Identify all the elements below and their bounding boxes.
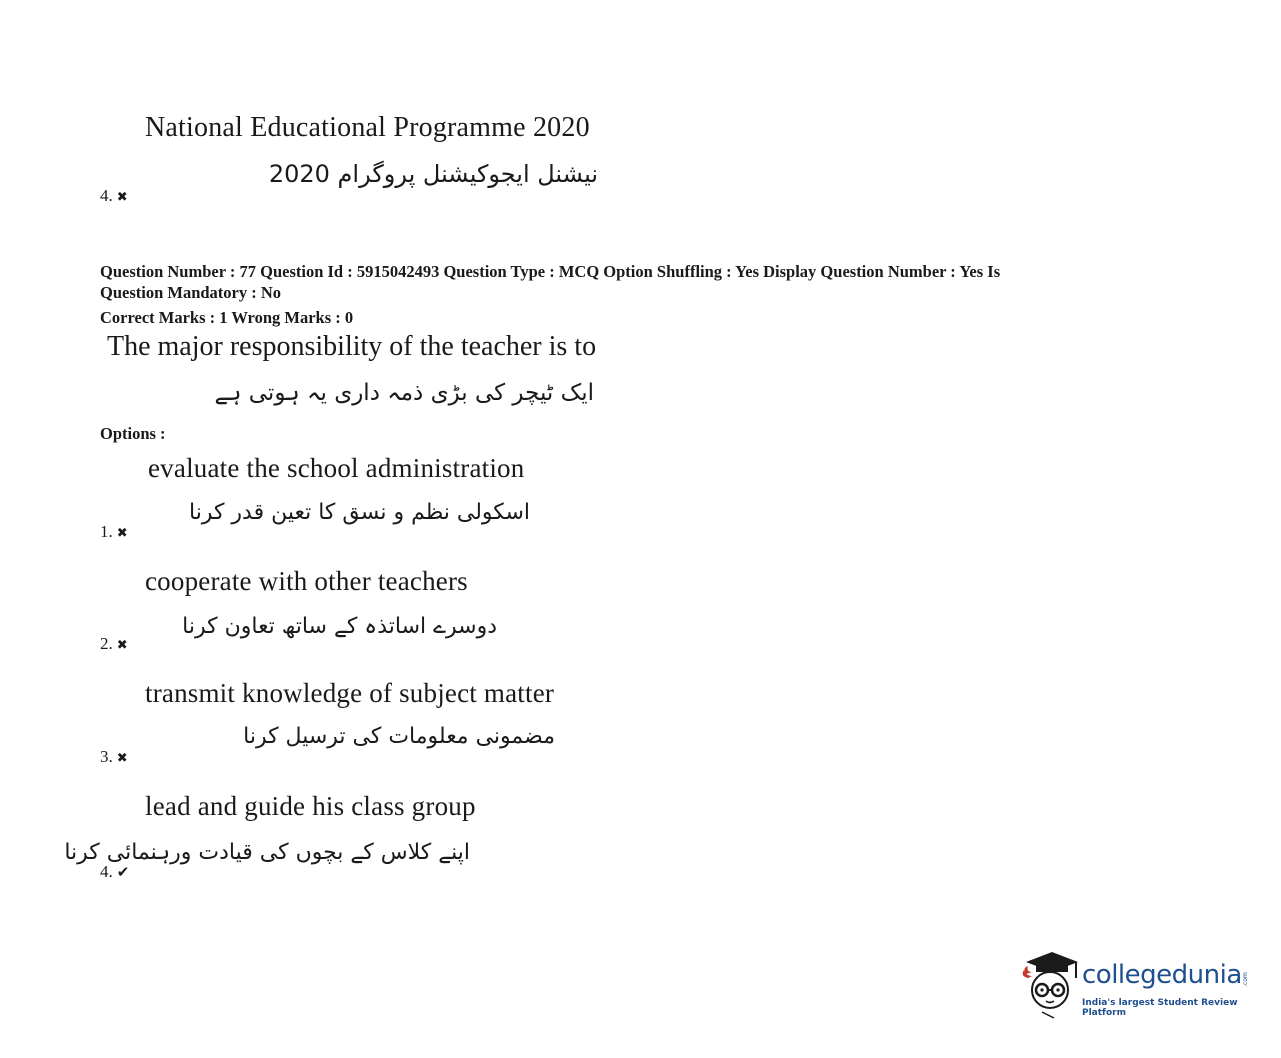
option-1-number: 1. <box>100 522 113 541</box>
cross-icon: ✖ <box>116 526 128 541</box>
options-label: Options : <box>100 424 166 443</box>
question-text-ur: ایک ٹیچر کی بڑی ذمہ داری یہ ہوتی ہے <box>214 380 594 406</box>
prev-option-number: 4. <box>100 186 113 205</box>
option-4-number: 4. <box>100 862 113 881</box>
check-icon: ✔ <box>116 863 130 881</box>
option-1-text-en: evaluate the school administration <box>148 453 525 483</box>
prev-option-number-row <box>100 186 128 206</box>
question-marks: Correct Marks : 1 Wrong Marks : 0 <box>100 308 354 327</box>
option-3-number: 3. <box>100 747 113 766</box>
logo-suffix: .com <box>1241 972 1249 987</box>
option-4-text-ur: اپنے کلاس کے بچوں کی قیادت ورہنمائی کرنا <box>64 840 470 865</box>
prev-option-text-en: National Educational Programme 2020 <box>145 112 590 143</box>
option-3-text-en: transmit knowledge of subject matter <box>145 678 555 708</box>
collegedunia-logo <box>1018 948 1258 1020</box>
option-4-number-row <box>100 862 129 882</box>
prev-option-text-ur: نیشنل ایجوکیشنل پروگرام 2020 <box>268 160 598 188</box>
student-mascot-icon <box>1018 948 1080 1020</box>
option-2-number-row <box>100 634 128 654</box>
question-meta-line2: Question Mandatory : No <box>100 283 282 302</box>
question-text-en: The major responsibility of the teacher is to <box>107 331 597 362</box>
option-1-text-ur: اسکولی نظم و نسق کا تعین قدر کرنا <box>188 500 530 525</box>
option-3-text-ur: مضمونی معلومات کی ترسیل کرنا <box>243 724 555 749</box>
cross-icon: ✖ <box>116 751 128 766</box>
cross-icon: ✖ <box>116 190 128 205</box>
logo-tagline: India's largest Student Review Platform <box>1082 998 1238 1018</box>
option-3-number-row <box>100 747 128 767</box>
option-2-text-ur: دوسرے اساتذہ کے ساتھ تعاون کرنا <box>182 614 497 639</box>
question-meta-line1: Question Number : 77 Question Id : 5915042493 Question Type : MCQ Option Shuffling : Yes Display Question Number : Yes Is <box>100 262 1001 281</box>
option-1-number-row <box>100 522 128 542</box>
option-2-number: 2. <box>100 634 113 653</box>
option-2-text-en: cooperate with other teachers <box>145 566 468 596</box>
option-4-text-en: lead and guide his class group <box>145 791 476 821</box>
logo-wordmark: collegedunia <box>1082 960 1242 990</box>
cross-icon: ✖ <box>116 638 128 653</box>
